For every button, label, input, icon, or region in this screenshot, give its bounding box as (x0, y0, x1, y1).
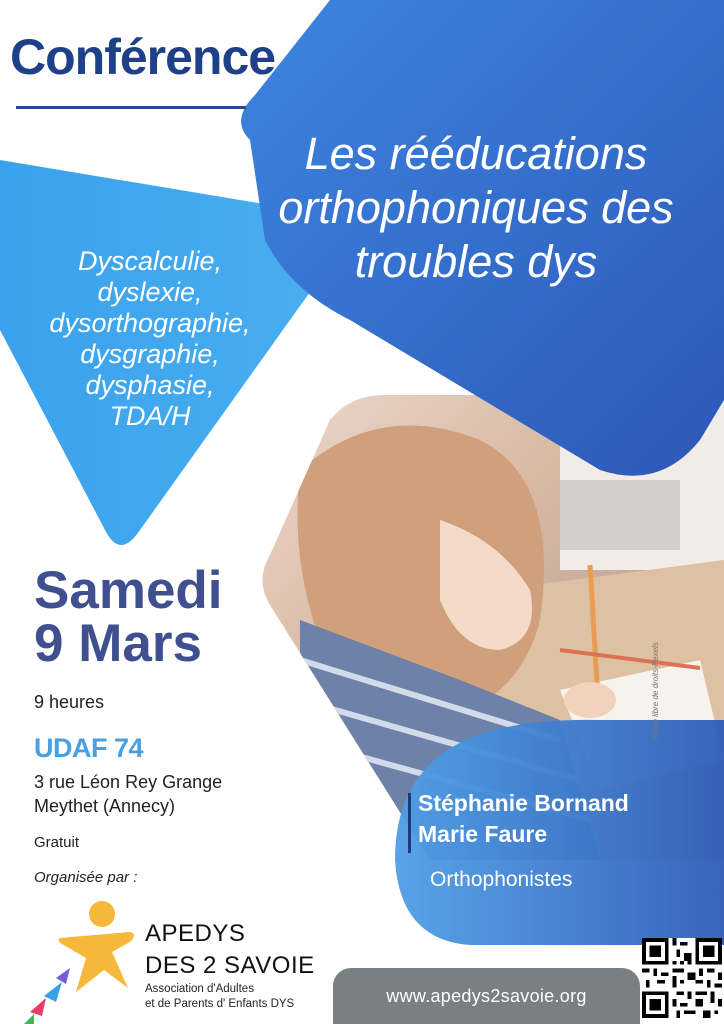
organizer-name-line-1: APEDYS (145, 920, 246, 947)
address-line-2: Meythet (Annecy) (34, 796, 176, 816)
disorder-item: Dyscalculie, (77, 246, 223, 276)
address-line-1: 3 rue Léon Rey Grange (34, 772, 223, 792)
speaker-name-1: Stéphanie Bornand (418, 790, 629, 816)
venue-address (34, 770, 222, 818)
organized-by-label: Organisée par : (34, 869, 138, 886)
apedys-logo (24, 901, 134, 1024)
conference-topic (236, 127, 716, 289)
speaker-names (418, 788, 629, 850)
speaker-name-2: Marie Faure (418, 821, 548, 847)
event-date: 9 Mars (34, 614, 202, 673)
organizer-name-line-2: DES 2 SAVOIE (145, 952, 315, 979)
disorder-item: dyslexie, (97, 277, 203, 307)
disorder-item: dysphasie, (85, 370, 215, 400)
disorder-item: dysorthographie, (49, 308, 251, 338)
title-underline (16, 106, 246, 109)
price-label: Gratuit (34, 834, 80, 851)
website-link[interactable]: www.apedys2savoie.org (333, 968, 640, 1024)
organizer-desc-line-2: et de Parents d' Enfants DYS (145, 998, 295, 1010)
event-day: Samedi (34, 561, 223, 620)
disorder-item: TDA/H (109, 401, 191, 431)
disorder-item: dysgraphie, (80, 339, 220, 369)
topic-line-3: troubles dys (354, 236, 598, 287)
topic-line-1: Les rééducations (304, 128, 648, 179)
event-time: 9 heures (34, 692, 105, 712)
venue-name: UDAF 74 (34, 733, 144, 763)
organizer-name (145, 918, 315, 982)
speaker-role: Orthophonistes (430, 868, 573, 891)
organizer-desc-line-1: Association d'Adultes (145, 983, 254, 995)
disorders-list (30, 246, 270, 432)
organizer-description (145, 982, 294, 1012)
speaker-accent-bar (408, 793, 411, 853)
photo-credit: Photo libre de droits-Pexels (651, 642, 660, 740)
page-title: Conférence (10, 29, 276, 85)
qr-code-icon[interactable] (642, 936, 722, 1020)
topic-line-2: orthophoniques des (278, 182, 674, 233)
